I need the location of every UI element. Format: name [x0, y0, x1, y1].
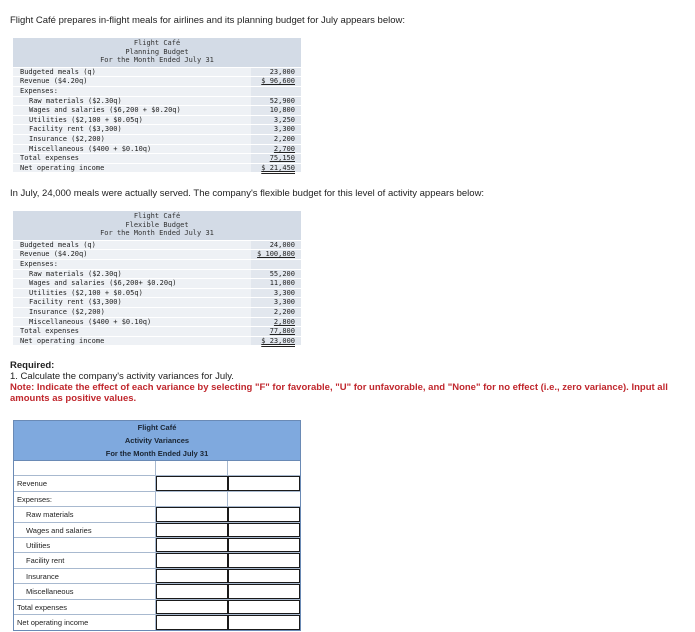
table-row: Wages and salaries ($6,200+ $0.20q) 11,000 [13, 278, 301, 288]
planning-title: Planning Budget [125, 47, 189, 56]
miscellaneous-amount-input[interactable] [156, 584, 228, 598]
answer-period: For the Month Ended July 31 [105, 449, 209, 458]
table-row: Miscellaneous ($400 + $0.10q) 2,800 [13, 317, 301, 327]
planning-budget-header [13, 38, 301, 67]
insurance-amount-input[interactable] [156, 569, 228, 583]
planning-period: For the Month Ended July 31 [100, 56, 214, 65]
facility-rent-amount-input[interactable] [156, 553, 228, 567]
insurance-effect-select[interactable] [228, 569, 300, 583]
table-row: Total expenses 75,150 [13, 153, 301, 163]
table-row: Utilities [14, 538, 300, 553]
raw-materials-amount-input[interactable] [156, 507, 228, 521]
required-title: Required: [10, 360, 55, 371]
table-row: Utilities ($2,100 + $0.05q) 3,300 [13, 288, 301, 298]
table-row: Raw materials [14, 507, 300, 522]
utilities-amount-input[interactable] [156, 538, 228, 552]
table-row: Budgeted meals (q) 24,000 [13, 240, 301, 250]
wages-effect-select[interactable] [228, 523, 300, 537]
facility-rent-effect-select[interactable] [228, 553, 300, 567]
table-row: Raw materials ($2.30q) 52,900 [13, 96, 301, 106]
intro-text-2: In July, 24,000 meals were actually served. The company's flexible budget for this level of activity appears below: [10, 188, 485, 199]
table-row: Miscellaneous [14, 584, 300, 599]
miscellaneous-effect-select[interactable] [228, 584, 300, 598]
table-row: Total expenses 77,800 [13, 326, 301, 336]
flexible-budget-header [13, 211, 301, 240]
intro-text: Flight Café prepares in-flight meals for airlines and its planning budget for July appears below: [10, 15, 405, 26]
table-row: Wages and salaries ($6,200 + $0.20q) 10,800 [13, 105, 301, 115]
table-row: Revenue ($4.20q) $ 96,600 [13, 76, 301, 86]
table-row: Facility rent ($3,300) 3,300 [13, 297, 301, 307]
table-row: Utilities ($2,100 + $0.05q) 3,250 [13, 115, 301, 125]
flexible-company: Flight Café [133, 212, 181, 220]
table-row: Budgeted meals (q) 23,000 [13, 67, 301, 77]
net-operating-income-amount-input[interactable] [156, 615, 228, 630]
planning-budget-table [13, 38, 301, 172]
table-row [14, 461, 300, 476]
answer-company: Flight Café [137, 423, 177, 432]
activity-variances-table [13, 420, 301, 631]
table-row: Facility rent [14, 553, 300, 568]
total-expenses-effect-select[interactable] [228, 600, 300, 614]
table-row: Wages and salaries [14, 523, 300, 538]
table-row: Insurance ($2,200) 2,200 [13, 134, 301, 144]
answer-title: Activity Variances [124, 436, 190, 445]
required-note: Note: Indicate the effect of each variance by selecting "F" for favorable, "U" for unfavorable, and "None" for no effect (i.e., zero variance). Input all amounts as positive values. [10, 382, 668, 404]
wages-amount-input[interactable] [156, 523, 228, 537]
net-operating-income-effect-select[interactable] [228, 615, 300, 630]
flexible-period: For the Month Ended July 31 [100, 229, 214, 238]
flexible-title: Flexible Budget [125, 220, 189, 229]
table-row: Net operating income [14, 615, 300, 630]
table-row: Insurance [14, 569, 300, 584]
required-section [10, 360, 680, 404]
table-row: Facility rent ($3,300) 3,300 [13, 124, 301, 134]
table-row: Net operating income $ 23,000 [13, 336, 301, 346]
table-row: Revenue [14, 476, 300, 491]
table-row: Total expenses [14, 600, 300, 615]
flexible-budget-table [13, 211, 301, 345]
raw-materials-effect-select[interactable] [228, 507, 300, 521]
activity-variances-header [14, 421, 300, 461]
table-row: Miscellaneous ($400 + $0.10q) 2,700 [13, 144, 301, 154]
table-row: Revenue ($4.20q) $ 100,800 [13, 249, 301, 259]
total-expenses-amount-input[interactable] [156, 600, 228, 614]
revenue-amount-input[interactable] [156, 476, 228, 490]
required-item: 1. Calculate the company's activity variances for July. [10, 371, 234, 382]
planning-company: Flight Café [133, 39, 181, 47]
table-row: Expenses: [14, 492, 300, 507]
table-row: Raw materials ($2.30q) 55,200 [13, 269, 301, 279]
table-row: Insurance ($2,200) 2,200 [13, 307, 301, 317]
table-row: Net operating income $ 21,450 [13, 163, 301, 173]
utilities-effect-select[interactable] [228, 538, 300, 552]
table-row: Expenses: [13, 86, 301, 96]
revenue-effect-select[interactable] [228, 476, 300, 490]
table-row: Expenses: [13, 259, 301, 269]
